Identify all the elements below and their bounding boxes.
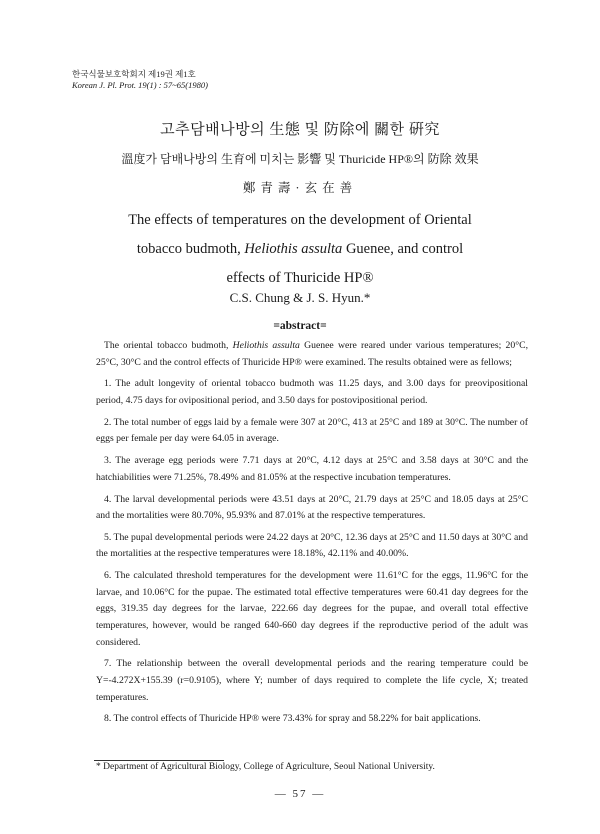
english-title-line-1: The effects of temperatures on the development of Oriental <box>128 212 472 228</box>
korean-authors: 鄭青壽·玄在善 <box>242 181 358 195</box>
abstract-species-name: Heliothis assulta <box>232 340 300 351</box>
finding-8: 8. The control effects of Thuricide HP® were 73.43% for spray and 58.22% for bait applications. <box>104 713 481 725</box>
abstract-intro <box>96 338 528 371</box>
journal-name-korean: 한국식물보호학회지 제19권 제1호 <box>72 69 196 79</box>
journal-reference: Korean J. Pl. Prot. 19(1) : 57~65(1980) <box>72 80 208 90</box>
journal-citation <box>72 69 208 91</box>
abstract-intro-start: The oriental tobacco budmoth, <box>104 340 233 351</box>
english-title-line-3: effects of Thuricide HP® <box>226 270 374 286</box>
page-number: — 57 — <box>274 788 326 800</box>
species-name: Heliothis assulta <box>244 241 343 257</box>
affiliation-footnote: * Department of Agricultural Biology, College of Agriculture, Seoul National University. <box>96 762 435 772</box>
korean-title: 고추담배나방의 生態 및 防除에 關한 硏究 <box>160 122 440 138</box>
finding-5: 5. The pupal developmental periods were 24.22 days at 20°C, 12.36 days at 25°C and 11.50 days at 30°C and the mortalities at the respective temperatures were 18.18%, 42.11% and 40.00%. <box>96 531 528 560</box>
abstract-intro-end: Guenee were reared under various temperatures; 20°C, 25°C, 30°C and the control effects of Thuricide HP® were examined. The results obtained were as fellows; <box>96 340 528 368</box>
finding-1: 1. The adult longevity of oriental tobacco budmoth was 11.25 days, and 3.00 days for preovipositional period, 4.75 days for ovipositional period, and 3.50 days for postovipositional period. <box>96 378 528 406</box>
footnote-divider <box>94 760 224 761</box>
english-title <box>0 206 600 293</box>
english-title-line-2 <box>0 235 600 264</box>
english-title-line-2-end: Guenee, and control <box>342 241 464 257</box>
finding-4: 4. The larval developmental periods were 43.51 days at 20°C, 21.79 days at 25°C and 18.05 days at 25°C and the mortalities were 80.70%, 95.93% and 87.01% at the respective temperatures. <box>96 493 528 522</box>
english-title-line-2-start: tobacco budmoth, <box>136 241 245 257</box>
finding-6: 6. The calculated threshold temperatures for the development were 11.61°C for the eggs, 11.96°C for the larvae, and 10.06°C for the pupae. The estimated total effective temperatures were 60.41 day degrees for the eggs, 319.35 day degrees for the larvae, 222.66 day degrees for the pupae, and overall total effective temperatures, however, would be ranged 640-660 day degrees if the reproductive period of the adult was considered. <box>96 570 528 648</box>
korean-subtitle: 溫度가 담배나방의 生育에 미치는 影響 및 Thuricide HP®의 防除 效果 <box>121 152 479 166</box>
finding-2: 2. The total number of eggs laid by a female were 307 at 20°C, 413 at 25°C and 189 at 30°C. The number of eggs per female per day were 64.05 in average. <box>96 416 528 445</box>
abstract-heading: =abstract= <box>273 320 327 332</box>
finding-7: 7. The relationship between the overall developmental periods and the rearing temperature could be Y=-4.272X+155.39 (r=0.9105), where Y; number of days required to complete the life cycle, X; treated temperatures. <box>96 658 528 703</box>
abstract-body <box>96 338 528 728</box>
finding-3: 3. The average egg periods were 7.71 days at 20°C, 4.12 days at 25°C and 3.58 days at 30°C and the hatchiabilities were 71.25%, 78.49% and 81.05% at the respective incubation temperatures. <box>96 455 528 483</box>
english-authors: C.S. Chung & J. S. Hyun.* <box>229 290 371 305</box>
